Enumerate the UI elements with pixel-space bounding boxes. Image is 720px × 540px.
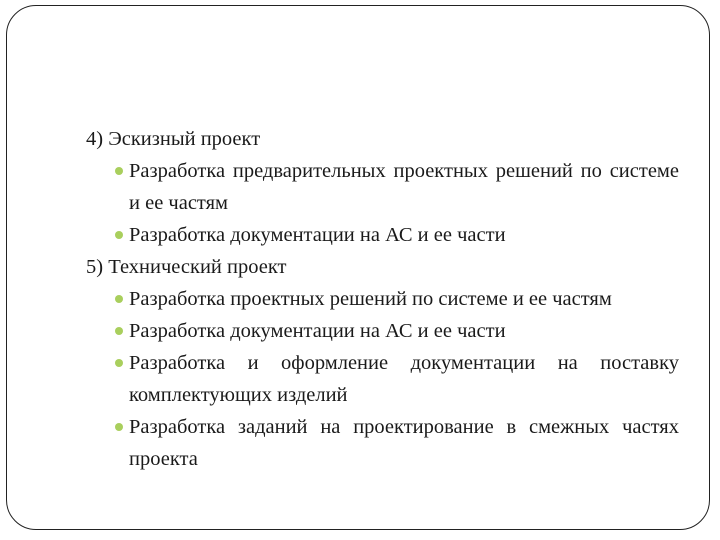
bullet-icon (115, 167, 123, 175)
list-item (86, 283, 679, 315)
section-title-technical-project: 5) Технический проект (86, 256, 287, 278)
list-item-text: Разработка и оформление документации на поставку комплектующих изделий (129, 352, 679, 406)
list-item (86, 315, 679, 347)
sketch-project-list (86, 155, 679, 251)
list-item (86, 155, 679, 219)
list-item-text: Разработка документации на АС и ее части (129, 320, 506, 342)
slide-frame (6, 5, 710, 530)
list-item-text: Разработка предварительных проектных решений по системе и ее частям (129, 160, 679, 214)
bullet-icon (115, 231, 123, 239)
section-title-sketch-project: 4) Эскизный проект (86, 128, 261, 150)
list-item-text: Разработка заданий на проектирование в смежных частях проекта (129, 416, 679, 470)
bullet-icon (115, 327, 123, 335)
list-item (86, 347, 679, 411)
slide-content (86, 123, 679, 475)
technical-project-list (86, 283, 679, 475)
list-item (86, 411, 679, 475)
list-item-text: Разработка документации на АС и ее части (129, 224, 506, 246)
list-item-text: Разработка проектных решений по системе и ее частям (129, 288, 612, 310)
bullet-icon (115, 359, 123, 367)
bullet-icon (115, 295, 123, 303)
list-item (86, 219, 679, 251)
bullet-icon (115, 423, 123, 431)
